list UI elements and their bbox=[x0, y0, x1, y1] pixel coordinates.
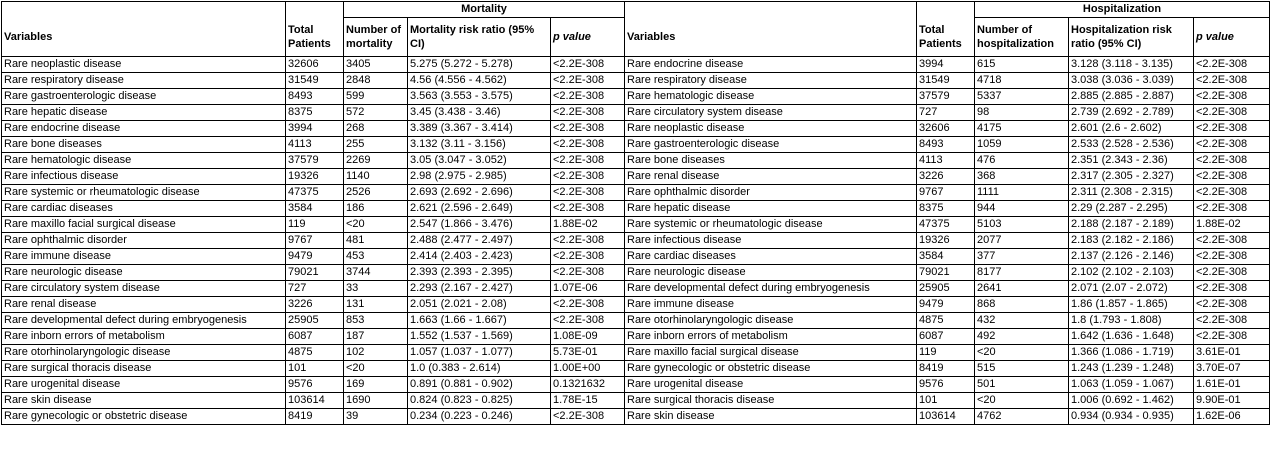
hospitalization-variable-cell: Rare neoplastic disease bbox=[625, 121, 917, 137]
hospitalization-ratio-cell: 1.366 (1.086 - 1.719) bbox=[1069, 345, 1194, 361]
hospitalization-p-value-cell: <2.2E-308 bbox=[1194, 329, 1270, 345]
mortality-total-cell: 8493 bbox=[286, 89, 344, 105]
mortality-ratio-cell: 0.824 (0.823 - 0.825) bbox=[408, 393, 551, 409]
hospitalization-total-cell: 25905 bbox=[917, 281, 975, 297]
mortality-total-cell: 101 bbox=[286, 361, 344, 377]
hospitalization-p-value-cell: <2.2E-308 bbox=[1194, 73, 1270, 89]
hospitalization-count-cell: 5103 bbox=[975, 217, 1069, 233]
mortality-variable-cell: Rare hematologic disease bbox=[2, 153, 286, 169]
hospitalization-ratio-cell: 2.071 (2.07 - 2.072) bbox=[1069, 281, 1194, 297]
mortality-ratio-cell: 2.98 (2.975 - 2.985) bbox=[408, 169, 551, 185]
mortality-ratio-cell: 2.488 (2.477 - 2.497) bbox=[408, 233, 551, 249]
hospitalization-count-cell: 432 bbox=[975, 313, 1069, 329]
hospitalization-variable-cell: Rare systemic or rheumatologic disease bbox=[625, 217, 917, 233]
hospitalization-ratio-header: Hospitalization risk ratio (95% CI) bbox=[1069, 18, 1194, 57]
mortality-variable-cell: Rare circulatory system disease bbox=[2, 281, 286, 297]
hospitalization-p-value-cell: <2.2E-308 bbox=[1194, 137, 1270, 153]
hospitalization-p-value-cell: 3.61E-01 bbox=[1194, 345, 1270, 361]
mortality-ratio-header: Mortality risk ratio (95% CI) bbox=[408, 18, 551, 57]
table-row bbox=[2, 361, 1270, 377]
hospitalization-count-cell: 4718 bbox=[975, 73, 1069, 89]
mortality-ratio-cell: 3.05 (3.047 - 3.052) bbox=[408, 153, 551, 169]
hospitalization-p-value-cell: <2.2E-308 bbox=[1194, 169, 1270, 185]
risk-ratio-table bbox=[1, 1, 1270, 425]
mortality-variable-cell: Rare immune disease bbox=[2, 249, 286, 265]
hospitalization-total-cell: 4113 bbox=[917, 153, 975, 169]
mortality-variables-header: Variables bbox=[2, 18, 286, 57]
mortality-variable-cell: Rare developmental defect during embryogenesis bbox=[2, 313, 286, 329]
mortality-p-value-cell: <2.2E-308 bbox=[551, 153, 625, 169]
hospitalization-total-cell: 32606 bbox=[917, 121, 975, 137]
hospitalization-ratio-cell: 1.063 (1.059 - 1.067) bbox=[1069, 377, 1194, 393]
hospitalization-total-cell: 6087 bbox=[917, 329, 975, 345]
mortality-total-cell: 25905 bbox=[286, 313, 344, 329]
mortality-count-header: Number of mortality bbox=[344, 18, 408, 57]
hospitalization-ratio-cell: 0.934 (0.934 - 0.935) bbox=[1069, 409, 1194, 425]
hospitalization-ratio-cell: 2.533 (2.528 - 2.536) bbox=[1069, 137, 1194, 153]
mortality-count-cell: 102 bbox=[344, 345, 408, 361]
hospitalization-count-cell: 515 bbox=[975, 361, 1069, 377]
mortality-ratio-cell: 5.275 (5.272 - 5.278) bbox=[408, 57, 551, 73]
mortality-variable-cell: Rare hepatic disease bbox=[2, 105, 286, 121]
hospitalization-ratio-cell: 2.351 (2.343 - 2.36) bbox=[1069, 153, 1194, 169]
hospitalization-p-value-cell: <2.2E-308 bbox=[1194, 249, 1270, 265]
mortality-total-cell: 3994 bbox=[286, 121, 344, 137]
table-row bbox=[2, 409, 1270, 425]
mortality-count-cell: 572 bbox=[344, 105, 408, 121]
hospitalization-ratio-cell: 2.188 (2.187 - 2.189) bbox=[1069, 217, 1194, 233]
mortality-ratio-cell: 3.45 (3.438 - 3.46) bbox=[408, 105, 551, 121]
hospitalization-p-value-cell: <2.2E-308 bbox=[1194, 313, 1270, 329]
hospitalization-count-cell: 98 bbox=[975, 105, 1069, 121]
hospitalization-ratio-cell: 2.102 (2.102 - 2.103) bbox=[1069, 265, 1194, 281]
hospitalization-ratio-cell: 3.038 (3.036 - 3.039) bbox=[1069, 73, 1194, 89]
hospitalization-variable-cell: Rare endocrine disease bbox=[625, 57, 917, 73]
hospitalization-variable-cell: Rare bone diseases bbox=[625, 153, 917, 169]
mortality-count-cell: 453 bbox=[344, 249, 408, 265]
mortality-variable-cell: Rare cardiac diseases bbox=[2, 201, 286, 217]
mortality-p-value-cell: <2.2E-308 bbox=[551, 73, 625, 89]
hospitalization-p-value-cell: 9.90E-01 bbox=[1194, 393, 1270, 409]
mortality-ratio-cell: 1.552 (1.537 - 1.569) bbox=[408, 329, 551, 345]
hospitalization-total-cell: 37579 bbox=[917, 89, 975, 105]
hospitalization-p-value-cell: <2.2E-308 bbox=[1194, 201, 1270, 217]
mortality-ratio-cell: 2.293 (2.167 - 2.427) bbox=[408, 281, 551, 297]
hospitalization-ratio-cell: 2.183 (2.182 - 2.186) bbox=[1069, 233, 1194, 249]
hospitalization-variable-cell: Rare maxillo facial surgical disease bbox=[625, 345, 917, 361]
mortality-p-value-cell: <2.2E-308 bbox=[551, 121, 625, 137]
mortality-total-cell: 31549 bbox=[286, 73, 344, 89]
hospitalization-p-value-cell: 1.88E-02 bbox=[1194, 217, 1270, 233]
hospitalization-p-value-cell: 1.62E-06 bbox=[1194, 409, 1270, 425]
mortality-total-cell: 4113 bbox=[286, 137, 344, 153]
mortality-p-value-cell: <2.2E-308 bbox=[551, 249, 625, 265]
hospitalization-total-cell: 9767 bbox=[917, 185, 975, 201]
hospitalization-total-cell: 8493 bbox=[917, 137, 975, 153]
mortality-total-cell: 37579 bbox=[286, 153, 344, 169]
hospitalization-count-cell: 5337 bbox=[975, 89, 1069, 105]
mortality-variable-cell: Rare systemic or rheumatologic disease bbox=[2, 185, 286, 201]
mortality-p-header: p value bbox=[551, 18, 625, 57]
hospitalization-variable-cell: Rare skin disease bbox=[625, 409, 917, 425]
mortality-p-value-cell: <2.2E-308 bbox=[551, 233, 625, 249]
table-row bbox=[2, 313, 1270, 329]
mortality-group-title: Mortality bbox=[344, 2, 625, 18]
hospitalization-count-cell: 476 bbox=[975, 153, 1069, 169]
mortality-total-cell: 9576 bbox=[286, 377, 344, 393]
hospitalization-total-cell: 9576 bbox=[917, 377, 975, 393]
table-row bbox=[2, 329, 1270, 345]
hospitalization-variable-cell: Rare hepatic disease bbox=[625, 201, 917, 217]
hospitalization-p-value-cell: <2.2E-308 bbox=[1194, 265, 1270, 281]
hospitalization-count-cell: 4762 bbox=[975, 409, 1069, 425]
hospitalization-p-value-cell: 3.70E-07 bbox=[1194, 361, 1270, 377]
hospitalization-variable-cell: Rare cardiac diseases bbox=[625, 249, 917, 265]
mortality-ratio-cell: 2.547 (1.866 - 3.476) bbox=[408, 217, 551, 233]
mortality-total-cell: 8375 bbox=[286, 105, 344, 121]
mortality-p-value-cell: <2.2E-308 bbox=[551, 169, 625, 185]
mortality-p-value-cell: <2.2E-308 bbox=[551, 409, 625, 425]
mortality-count-cell: 599 bbox=[344, 89, 408, 105]
hospitalization-count-cell: <20 bbox=[975, 345, 1069, 361]
mortality-count-cell: 853 bbox=[344, 313, 408, 329]
mortality-ratio-cell: 2.621 (2.596 - 2.649) bbox=[408, 201, 551, 217]
column-header-row bbox=[2, 18, 1270, 57]
hospitalization-variable-cell: Rare surgical thoracis disease bbox=[625, 393, 917, 409]
hospitalization-total-cell: 119 bbox=[917, 345, 975, 361]
hospitalization-p-value-cell: 1.61E-01 bbox=[1194, 377, 1270, 393]
mortality-variable-cell: Rare gastroenterologic disease bbox=[2, 89, 286, 105]
hospitalization-ratio-cell: 3.128 (3.118 - 3.135) bbox=[1069, 57, 1194, 73]
hospitalization-ratio-cell: 1.243 (1.239 - 1.248) bbox=[1069, 361, 1194, 377]
hospitalization-group-title: Hospitalization bbox=[975, 2, 1270, 18]
hospitalization-count-cell: 1059 bbox=[975, 137, 1069, 153]
mortality-ratio-cell: 4.56 (4.556 - 4.562) bbox=[408, 73, 551, 89]
hospitalization-p-value-cell: <2.2E-308 bbox=[1194, 281, 1270, 297]
hospitalization-ratio-cell: 1.8 (1.793 - 1.808) bbox=[1069, 313, 1194, 329]
hospitalization-count-cell: 377 bbox=[975, 249, 1069, 265]
table-row bbox=[2, 281, 1270, 297]
table-row bbox=[2, 297, 1270, 313]
mortality-p-value-cell: 1.88E-02 bbox=[551, 217, 625, 233]
table-row bbox=[2, 137, 1270, 153]
results-table-wrapper bbox=[1, 1, 1270, 425]
table-row bbox=[2, 89, 1270, 105]
hospitalization-ratio-cell: 2.311 (2.308 - 2.315) bbox=[1069, 185, 1194, 201]
hospitalization-total-cell: 31549 bbox=[917, 73, 975, 89]
mortality-p-value-cell: <2.2E-308 bbox=[551, 185, 625, 201]
mortality-ratio-cell: 2.051 (2.021 - 2.08) bbox=[408, 297, 551, 313]
mortality-p-value-cell: 1.07E-06 bbox=[551, 281, 625, 297]
mortality-total-cell: 79021 bbox=[286, 265, 344, 281]
hospitalization-total-cell: 8419 bbox=[917, 361, 975, 377]
hospitalization-variable-cell: Rare infectious disease bbox=[625, 233, 917, 249]
mortality-count-cell: 481 bbox=[344, 233, 408, 249]
hospitalization-total-cell: 103614 bbox=[917, 409, 975, 425]
table-row bbox=[2, 185, 1270, 201]
mortality-variable-cell: Rare surgical thoracis disease bbox=[2, 361, 286, 377]
hospitalization-p-value-cell: <2.2E-308 bbox=[1194, 233, 1270, 249]
mortality-count-cell: 39 bbox=[344, 409, 408, 425]
mortality-count-cell: 268 bbox=[344, 121, 408, 137]
mortality-total-cell: 9479 bbox=[286, 249, 344, 265]
table-row bbox=[2, 57, 1270, 73]
mortality-variable-cell: Rare gynecologic or obstetric disease bbox=[2, 409, 286, 425]
hospitalization-total-cell: 727 bbox=[917, 105, 975, 121]
hospitalization-total-cell: 19326 bbox=[917, 233, 975, 249]
blank-cell bbox=[286, 2, 344, 18]
table-row bbox=[2, 217, 1270, 233]
mortality-count-cell: 131 bbox=[344, 297, 408, 313]
table-row bbox=[2, 377, 1270, 393]
hospitalization-count-cell: 1111 bbox=[975, 185, 1069, 201]
mortality-variable-cell: Rare renal disease bbox=[2, 297, 286, 313]
hospitalization-p-value-cell: <2.2E-308 bbox=[1194, 185, 1270, 201]
mortality-ratio-cell: 2.693 (2.692 - 2.696) bbox=[408, 185, 551, 201]
hospitalization-p-value-cell: <2.2E-308 bbox=[1194, 57, 1270, 73]
table-row bbox=[2, 249, 1270, 265]
hospitalization-count-cell: 8177 bbox=[975, 265, 1069, 281]
mortality-p-value-cell: <2.2E-308 bbox=[551, 57, 625, 73]
hospitalization-total-header: Total Patients bbox=[917, 18, 975, 57]
hospitalization-ratio-cell: 1.006 (0.692 - 1.462) bbox=[1069, 393, 1194, 409]
mortality-count-cell: 2848 bbox=[344, 73, 408, 89]
mortality-p-value-cell: <2.2E-308 bbox=[551, 89, 625, 105]
hospitalization-total-cell: 47375 bbox=[917, 217, 975, 233]
mortality-count-cell: 1140 bbox=[344, 169, 408, 185]
hospitalization-count-cell: 2641 bbox=[975, 281, 1069, 297]
mortality-ratio-cell: 3.132 (3.11 - 3.156) bbox=[408, 137, 551, 153]
hospitalization-count-cell: 2077 bbox=[975, 233, 1069, 249]
mortality-total-cell: 727 bbox=[286, 281, 344, 297]
hospitalization-variable-cell: Rare otorhinolaryngologic disease bbox=[625, 313, 917, 329]
hospitalization-p-value-cell: <2.2E-308 bbox=[1194, 121, 1270, 137]
table-row bbox=[2, 345, 1270, 361]
mortality-variable-cell: Rare maxillo facial surgical disease bbox=[2, 217, 286, 233]
mortality-variable-cell: Rare neoplastic disease bbox=[2, 57, 286, 73]
mortality-p-value-cell: <2.2E-308 bbox=[551, 265, 625, 281]
hospitalization-p-value-cell: <2.2E-308 bbox=[1194, 297, 1270, 313]
hospitalization-variable-cell: Rare immune disease bbox=[625, 297, 917, 313]
hospitalization-count-cell: 501 bbox=[975, 377, 1069, 393]
table-row bbox=[2, 393, 1270, 409]
hospitalization-ratio-cell: 2.601 (2.6 - 2.602) bbox=[1069, 121, 1194, 137]
mortality-variable-cell: Rare respiratory disease bbox=[2, 73, 286, 89]
hospitalization-count-cell: 4175 bbox=[975, 121, 1069, 137]
mortality-variable-cell: Rare urogenital disease bbox=[2, 377, 286, 393]
table-row bbox=[2, 201, 1270, 217]
table-row bbox=[2, 73, 1270, 89]
table-row bbox=[2, 121, 1270, 137]
mortality-variable-cell: Rare inborn errors of metabolism bbox=[2, 329, 286, 345]
mortality-p-value-cell: 0.1321632 bbox=[551, 377, 625, 393]
mortality-p-value-cell: <2.2E-308 bbox=[551, 137, 625, 153]
mortality-ratio-cell: 1.057 (1.037 - 1.077) bbox=[408, 345, 551, 361]
blank-cell bbox=[2, 2, 286, 18]
mortality-total-cell: 4875 bbox=[286, 345, 344, 361]
hospitalization-count-cell: 615 bbox=[975, 57, 1069, 73]
mortality-p-value-cell: 5.73E-01 bbox=[551, 345, 625, 361]
mortality-total-cell: 119 bbox=[286, 217, 344, 233]
hospitalization-ratio-cell: 2.137 (2.126 - 2.146) bbox=[1069, 249, 1194, 265]
mortality-total-cell: 103614 bbox=[286, 393, 344, 409]
hospitalization-total-cell: 79021 bbox=[917, 265, 975, 281]
hospitalization-count-cell: 368 bbox=[975, 169, 1069, 185]
hospitalization-count-cell: <20 bbox=[975, 393, 1069, 409]
table-row bbox=[2, 153, 1270, 169]
hospitalization-total-cell: 101 bbox=[917, 393, 975, 409]
mortality-count-cell: 169 bbox=[344, 377, 408, 393]
mortality-total-cell: 3226 bbox=[286, 297, 344, 313]
hospitalization-variable-cell: Rare respiratory disease bbox=[625, 73, 917, 89]
mortality-total-cell: 9767 bbox=[286, 233, 344, 249]
mortality-p-value-cell: <2.2E-308 bbox=[551, 297, 625, 313]
hospitalization-total-cell: 3226 bbox=[917, 169, 975, 185]
hospitalization-ratio-cell: 2.317 (2.305 - 2.327) bbox=[1069, 169, 1194, 185]
mortality-p-value-cell: <2.2E-308 bbox=[551, 201, 625, 217]
hospitalization-p-value-cell: <2.2E-308 bbox=[1194, 89, 1270, 105]
hospitalization-variable-cell: Rare urogenital disease bbox=[625, 377, 917, 393]
mortality-count-cell: <20 bbox=[344, 217, 408, 233]
hospitalization-p-value-cell: <2.2E-308 bbox=[1194, 105, 1270, 121]
mortality-variable-cell: Rare ophthalmic disorder bbox=[2, 233, 286, 249]
mortality-count-cell: 186 bbox=[344, 201, 408, 217]
mortality-total-cell: 8419 bbox=[286, 409, 344, 425]
hospitalization-variable-cell: Rare developmental defect during embryogenesis bbox=[625, 281, 917, 297]
hospitalization-variable-cell: Rare gynecologic or obstetric disease bbox=[625, 361, 917, 377]
mortality-ratio-cell: 3.389 (3.367 - 3.414) bbox=[408, 121, 551, 137]
blank-cell bbox=[917, 2, 975, 18]
mortality-total-cell: 6087 bbox=[286, 329, 344, 345]
mortality-total-cell: 3584 bbox=[286, 201, 344, 217]
hospitalization-variables-header: Variables bbox=[625, 18, 917, 57]
mortality-ratio-cell: 2.414 (2.403 - 2.423) bbox=[408, 249, 551, 265]
mortality-variable-cell: Rare infectious disease bbox=[2, 169, 286, 185]
table-row bbox=[2, 265, 1270, 281]
mortality-total-header: Total Patients bbox=[286, 18, 344, 57]
hospitalization-variable-cell: Rare inborn errors of metabolism bbox=[625, 329, 917, 345]
mortality-p-value-cell: 1.08E-09 bbox=[551, 329, 625, 345]
mortality-count-cell: 2526 bbox=[344, 185, 408, 201]
mortality-count-cell: 187 bbox=[344, 329, 408, 345]
hospitalization-ratio-cell: 2.29 (2.287 - 2.295) bbox=[1069, 201, 1194, 217]
mortality-p-value-cell: 1.78E-15 bbox=[551, 393, 625, 409]
mortality-p-value-cell: 1.00E+00 bbox=[551, 361, 625, 377]
hospitalization-count-cell: 492 bbox=[975, 329, 1069, 345]
mortality-ratio-cell: 0.234 (0.223 - 0.246) bbox=[408, 409, 551, 425]
hospitalization-ratio-cell: 2.885 (2.885 - 2.887) bbox=[1069, 89, 1194, 105]
mortality-variable-cell: Rare skin disease bbox=[2, 393, 286, 409]
mortality-ratio-cell: 1.663 (1.66 - 1.667) bbox=[408, 313, 551, 329]
mortality-ratio-cell: 2.393 (2.393 - 2.395) bbox=[408, 265, 551, 281]
blank-cell bbox=[625, 2, 917, 18]
mortality-variable-cell: Rare bone diseases bbox=[2, 137, 286, 153]
hospitalization-total-cell: 3584 bbox=[917, 249, 975, 265]
mortality-total-cell: 19326 bbox=[286, 169, 344, 185]
hospitalization-count-cell: 944 bbox=[975, 201, 1069, 217]
hospitalization-variable-cell: Rare hematologic disease bbox=[625, 89, 917, 105]
mortality-variable-cell: Rare endocrine disease bbox=[2, 121, 286, 137]
hospitalization-ratio-cell: 2.739 (2.692 - 2.789) bbox=[1069, 105, 1194, 121]
hospitalization-ratio-cell: 1.86 (1.857 - 1.865) bbox=[1069, 297, 1194, 313]
table-row bbox=[2, 105, 1270, 121]
table-body bbox=[2, 57, 1270, 425]
hospitalization-total-cell: 8375 bbox=[917, 201, 975, 217]
mortality-ratio-cell: 0.891 (0.881 - 0.902) bbox=[408, 377, 551, 393]
mortality-ratio-cell: 3.563 (3.553 - 3.575) bbox=[408, 89, 551, 105]
mortality-p-value-cell: <2.2E-308 bbox=[551, 313, 625, 329]
mortality-count-cell: <20 bbox=[344, 361, 408, 377]
mortality-count-cell: 2269 bbox=[344, 153, 408, 169]
hospitalization-p-value-cell: <2.2E-308 bbox=[1194, 153, 1270, 169]
hospitalization-count-cell: 868 bbox=[975, 297, 1069, 313]
mortality-ratio-cell: 1.0 (0.383 - 2.614) bbox=[408, 361, 551, 377]
hospitalization-total-cell: 4875 bbox=[917, 313, 975, 329]
hospitalization-variable-cell: Rare gastroenterologic disease bbox=[625, 137, 917, 153]
hospitalization-count-header: Number of hospitalization bbox=[975, 18, 1069, 57]
table-row bbox=[2, 233, 1270, 249]
mortality-total-cell: 47375 bbox=[286, 185, 344, 201]
hospitalization-variable-cell: Rare circulatory system disease bbox=[625, 105, 917, 121]
mortality-count-cell: 1690 bbox=[344, 393, 408, 409]
hospitalization-variable-cell: Rare renal disease bbox=[625, 169, 917, 185]
mortality-count-cell: 255 bbox=[344, 137, 408, 153]
mortality-count-cell: 3405 bbox=[344, 57, 408, 73]
hospitalization-total-cell: 9479 bbox=[917, 297, 975, 313]
hospitalization-total-cell: 3994 bbox=[917, 57, 975, 73]
table-row bbox=[2, 169, 1270, 185]
mortality-total-cell: 32606 bbox=[286, 57, 344, 73]
mortality-variable-cell: Rare neurologic disease bbox=[2, 265, 286, 281]
mortality-count-cell: 33 bbox=[344, 281, 408, 297]
hospitalization-p-header: p value bbox=[1194, 18, 1270, 57]
mortality-variable-cell: Rare otorhinolaryngologic disease bbox=[2, 345, 286, 361]
hospitalization-variable-cell: Rare ophthalmic disorder bbox=[625, 185, 917, 201]
hospitalization-variable-cell: Rare neurologic disease bbox=[625, 265, 917, 281]
hospitalization-ratio-cell: 1.642 (1.636 - 1.648) bbox=[1069, 329, 1194, 345]
mortality-count-cell: 3744 bbox=[344, 265, 408, 281]
mortality-p-value-cell: <2.2E-308 bbox=[551, 105, 625, 121]
group-header-row bbox=[2, 2, 1270, 18]
